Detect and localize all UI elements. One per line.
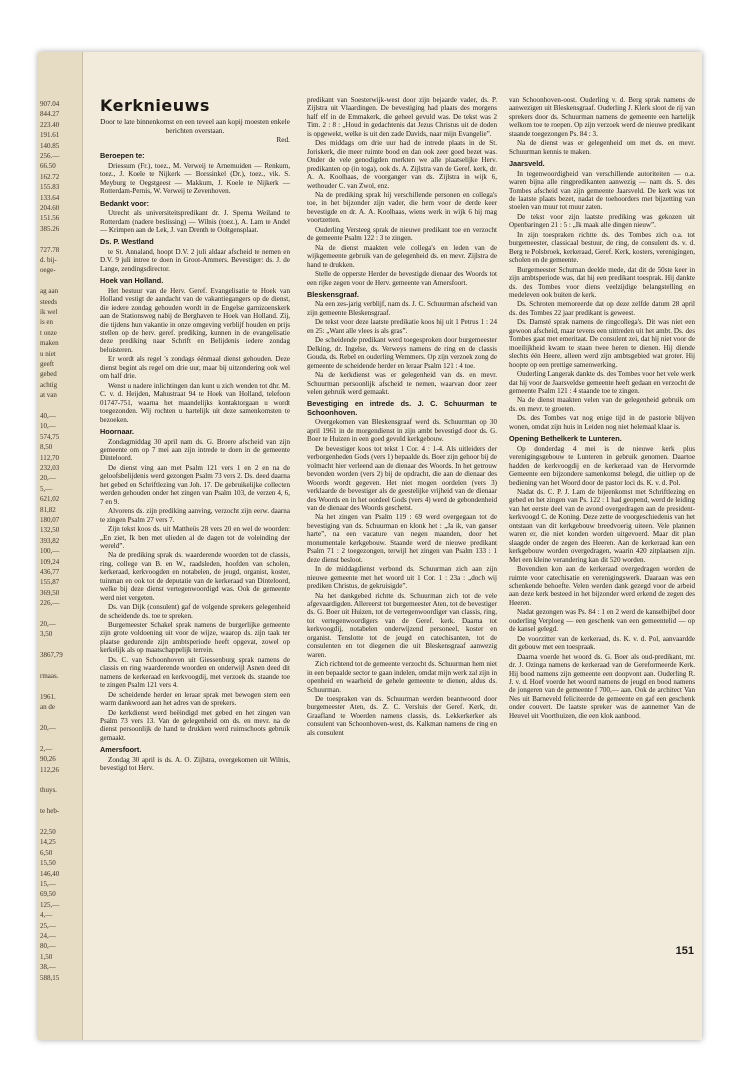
margin-text: d. bij- — [40, 256, 57, 264]
article-paragraph: De toespraken van ds. Schuurman werden beantwoord door burgemeester Aten, ds. Z. C. Versluis der Geref. Kerk, dr. Graafland te Woerden namens classis, ds. Lekkerkerker als consulent van Schoonhoven-west, ds. Kalkman namens de ring en als consulent — [307, 694, 497, 737]
margin-text: 155.83 — [40, 183, 60, 192]
margin-text: 15,50 — [40, 859, 56, 868]
article-paragraph: De tekst voor zijn laatste prediking was gekozen uit Openbaringen 21 : 5 : „Ik maak alle dingen nieuw”. — [509, 212, 695, 230]
margin-text: 8,50 — [40, 443, 53, 452]
margin-text: 232,03 — [40, 464, 60, 472]
editorial-note-text: Door te late binnenkomst en een teveel aan kopij moesten enkele berichten overstaan. — [100, 117, 290, 136]
article-heading: Bevestiging en intrede ds. J. C. Schuurman te Schoonhoven. — [307, 399, 497, 417]
article-paragraph: Na de prediking sprak ds. waarderende woorden tot de classis, ring, college van B. en W., raadsleden, hoofden van scholen, kerkeraad, kerkvoogden en notabelen, de jeugd, organist, koster, tuinman en ook tot de deputatie van de kerkeraad van Dinteloord, welke bij deze dienst vertegenwoordigd was. Ook de gemeente werd niet vergeten. — [100, 551, 290, 602]
editorial-signature: Red. — [276, 134, 290, 144]
margin-text: achtig — [40, 380, 58, 389]
margin-text: 191.61 — [40, 131, 60, 140]
margin-text: 1,50 — [40, 952, 53, 961]
margin-text: 907.04 — [40, 100, 60, 108]
article-paragraph: De voorzitter van de kerkeraad, ds. K. v. d. Pol, aanvaardde dit gebouw met een toespraak. — [509, 634, 695, 652]
margin-text: 151.56 — [40, 214, 60, 223]
article-heading: Bleskensgraaf. — [307, 289, 359, 299]
margin-text: 4,— — [40, 911, 53, 920]
article-paragraph: Alvorens ds. zijn prediking aanving, verzocht zijn eerw. daarna te zingen Psalm 27 vers 7. — [100, 507, 290, 524]
article-heading: Opening Bethelkerk te Lunteren. — [509, 434, 622, 444]
margin-text: oege- — [40, 266, 56, 275]
margin-text: gebed — [40, 370, 57, 379]
article-paragraph: Na de kerkdienst was er gelegenheid van ds. en mevr. Schuurman persoonlijk afscheid te nemen, waarvan door zeer velen gebruik werd gemaakt. — [307, 371, 497, 396]
margin-text: 38,— — [40, 963, 56, 972]
article-paragraph: predikant van Soesterwijk-west door zijn bejaarde vader, ds. P. Zijlstra uit Vlaardingen. De bevestiging had plaats des morgens half elf in de Emmakerk, die geheel gevuld was. De tekst was 2 Tim. 2 : 8 : „Houd in gedachtenis dat Jezus Christus uit de doden is opgewekt, welke is uit den zade Davids, naar mijn Evangelie”. — [307, 96, 497, 138]
margin-text: 226,— — [40, 599, 60, 608]
article-paragraph: Ouderling Langerak dankte ds. des Tombes voor het vele werk dat hij voor de Jaarsveldse gemeente heeft gedaan en verzocht de gemeente Psalm 121 : 4 staande toe te zingen. — [509, 370, 695, 395]
column-3 — [509, 96, 695, 996]
margin-text: maken — [40, 339, 59, 348]
margin-text: 574,75 — [40, 432, 60, 441]
margin-text: 844.27 — [40, 110, 60, 119]
margin-text: rmaas. — [40, 672, 59, 680]
article-paragraph: Zich richtend tot de gemeente verzocht ds. Schuurman hem niet in een bepaalde sector te gaan indelen, omdat mijn werk zal zijn in openheid en waarheid de gehele gemeente te dienen, aldus ds. Schuurman. — [307, 660, 497, 694]
article-paragraph: Ds. des Tombes vat nog enige tijd in de pastorie blijven wonen, omdat zijn huis in Leiden nog niet helemaal klaar is. — [509, 414, 695, 431]
margin-text: 256.— — [40, 152, 60, 160]
article-paragraph: Daarna voerde het woord ds. G. Boer als oud-predikant, mr. dr. J. Ozinga namens de kerkeraad van de Gereformeerde Kerk. Hij bood namens zijn gemeente een doopvont aan. Ouderling R. J. v. d. Hoef voerde het woord namens de jeugd en bood namens de jongeren van de gemeente f 700,— aan. Ook de architect Van Nes uit Barneveld feliciteerde de gemeente en gaf een geschenk onder couvert. De laatste spreker was de aannemer Van de Heuvel uit Voorthuizen, die een klok aanbood. — [509, 652, 695, 720]
margin-text: 15,— — [40, 880, 56, 888]
magazine-page — [38, 52, 702, 1040]
article-paragraph: Burgemeester Schuman deelde mede, dat dit de 50ste keer in zijn ambtsperiode was, dat hij een predikant toesprak. Hij dankte ds. des Tombes voor diens veelzijdige belangstelling en medeleven ook buiten de kerk. — [509, 265, 695, 300]
margin-text: 125,— — [40, 900, 60, 909]
article-paragraph: Na de dienst was er gelegenheid om met ds. en mevr. Schuurman kennis te maken. — [509, 139, 695, 156]
article-paragraph: van Schoonhoven-oost. Ouderling v. d. Berg sprak namens de aanwezigen uit Bleskensgraaf. Ouderling J. Klerk sloot de rij van sprekers door ds. Schuurman namens de gemeente een hartelijk welkom toe te roepen. Op zijn verzoek werd de nieuwe predikant staande toegezongen Ps. 84 : 3. — [509, 96, 695, 138]
article-paragraph: Zijn tekst koos ds. uit Mattheüs 28 vers 20 en wel de woorden: „En ziet, Ik ben met ulieden al de dagen tot de voleinding der wereld”. — [100, 525, 290, 550]
article-paragraph: Ds. Schroten memoreerde dat op deze zelfde datum 28 april ds. des Tombes 22 jaar predikant is geweest. — [509, 300, 695, 317]
article-heading: Jaarsveld. — [509, 159, 545, 169]
margin-text: 155,87 — [40, 578, 60, 587]
article-paragraph: Nadat gezongen was Ps. 84 : 1 en 2 werd de kanselbijbel door ouderling Verploeg — een geschenk van een gemeentelid — op de kansel gelegd. — [509, 608, 695, 634]
margin-text: 6,50 — [40, 848, 53, 857]
margin-text: 2,— — [40, 744, 53, 753]
margin-text: 162.72 — [40, 172, 60, 181]
previous-page-margin — [38, 52, 83, 1040]
article-paragraph: De bevestiger koos tot tekst 1 Cor. 4 : 1-4. Als uitleiders der verborgenheden Gods (vers 1) bepaalde ds. Boer zijn gehoor bij de volmacht hier verleend aan de dienaar des Woords. In het getrouw bevonden worden (vers 2) bij de opdracht, die aan de dienaar des Woords wordt gegeven. Het niet mogen oordelen (vers 3) verklaarde de bevestiger als de geestelijke vrijheid van de dienaar des Woords en in het oordeel Gods (vers 4) werd de gebondenheid van de dienaar des Woords geschetst. — [307, 444, 497, 512]
article-heading: Ds. P. Westland — [100, 237, 154, 247]
margin-text: 436,77 — [40, 568, 60, 576]
article-heading: Hoek van Holland. — [100, 276, 164, 286]
margin-text: 180,07 — [40, 516, 60, 524]
article-paragraph: De kerkdienst werd beëindigd met gebed en het zingen van Psalm 73 vers 13. Van de gelegenheid om ds. en mevr. na de dienst persoonlijk de hand te drukken werd ruimschoots gebruik gemaakt. — [100, 708, 290, 742]
margin-text: 112,26 — [40, 765, 59, 774]
article-paragraph: Wenst u nadere inlichtingen dan kunt u zich wenden tot dhr. M. C. v. d. Heijden, Mahustraat 94 te Hoek van Holland, telefoon 01747-751, waarna het maandelijks kontaktorgaan u wordt toegezonden. Wij rochten u hartelijk uit deze samenkomsten te bezoeken. — [100, 381, 290, 424]
margin-text: at van — [40, 391, 57, 400]
article-paragraph: Burgemeester Schakel sprak namens de burgerlijke gemeente zijn grote voldoening uit voor de wijze, waarop ds. zijn taak ter plaatse gedurende zijn ambtsperiode heeft opgevat, zowel op kerkelijk als op maatschappelijk terrein. — [100, 621, 290, 655]
article-heading: Amersfoort. — [100, 745, 142, 755]
margin-text: 385.26 — [40, 224, 60, 233]
article-paragraph: Na het zingen van Psalm 119 : 69 werd overgegaan tot de bevestiging van ds. Schuurman en klonk het : „Ja ik, van ganser harte”, na een vacature van negen maanden, door het monumentale kerkgebouw. Staande werd de nieuwe predikant Psalm 71 : 2 toegezongen, terwijl het zingen van Psalm 133 : 1 deze dienst besloot. — [307, 513, 497, 564]
margin-text: 3867,79 — [40, 651, 63, 660]
article-paragraph: Ds. C. van Schoonhoven uit Giessenburg sprak namens de classis en ring waarderende woorden en onderwijl Asnen deed dit namens de kerkeraad en kerkvoogdij, met verzoek ds. staande toe te zingen Psalm 121 vers 4. — [100, 655, 290, 690]
column-1 — [100, 96, 290, 996]
margin-text: 132,50 — [40, 526, 60, 535]
margin-text: 588,15 — [40, 973, 60, 982]
margin-text: 81,82 — [40, 505, 56, 514]
article-paragraph: In tegenwoordigheid van verschillende autoriteiten — o.a. waren bijna alle ringpredikanten aanwezig — nam ds. S. des Tombes afscheid van zijn gemeente Jaarsveld. De kerk was tot de laatste plaats bezet, nadat de toehoorders met bijzetting van stoelen van muur tot muur zaten. — [509, 169, 695, 212]
margin-text: 14,25 — [40, 838, 56, 847]
margin-text: u niet — [40, 349, 56, 358]
margin-text: 621,02 — [40, 495, 60, 504]
article-heading: Hoornaar. — [100, 427, 135, 437]
margin-text: 112,70 — [40, 453, 59, 462]
article-paragraph: Zondagmiddag 30 april nam ds. G. Broere afscheid van zijn gemeente om op 7 mei aan zijn intrede te doen in de gemeente Dinteloord. — [100, 437, 290, 463]
article-heading: Beroepen te: — [100, 151, 145, 161]
article-paragraph: Stelle de opperste Herder de bevestigde dienaar des Woords tot een rijke zegen voor de Herv. gemeente van Amersfoort. — [307, 270, 497, 287]
margin-text: t onze — [40, 328, 57, 337]
margin-text: geeft — [40, 360, 54, 368]
article-paragraph: Na de dienst maakten vele collega's en leden van de wijkgemeente gebruik van de gelegenheid ds. en mevr. Zijlstra de hand te drukken. — [307, 243, 497, 269]
margin-text: ag aan — [40, 287, 59, 296]
margin-text: 3,50 — [40, 630, 53, 639]
margin-text: 10,— — [40, 422, 56, 431]
margin-text: an de — [40, 703, 55, 712]
article-paragraph: Overgekomen van Bleskensgraaf werd ds. Schuurman op 30 april 1961 in de morgendienst in zijn ambt bevestigd door ds. G. Boer te Huizen in een goed gevuld kerkgebouw. — [307, 418, 497, 444]
margin-text: 22,50 — [40, 828, 56, 836]
margin-text: 20,— — [40, 474, 56, 483]
margin-text: 40,— — [40, 412, 56, 420]
article-paragraph: Utrecht als universiteitspredikant dr. J. Sperna Weiland te Rotterdam (nadere beslissing) — Wilnis (toez.), A. Lam te Andel — Krimpen aan de Lek, J. van Drenth te Ooltgensplaat. — [100, 209, 290, 234]
margin-text: 140.85 — [40, 141, 60, 150]
margin-text: 66.50 — [40, 162, 56, 171]
article-paragraph: Op donderdag 4 mei is de nieuwe kerk plus verenigingsgebouw te Lunteren in gebruik genomen. Daartoe hadden de kerkvoogdij en de kerkeraad van de Hervormde Gemeente een bijzondere samenkomst belegd, die uitliep op de bediening van het Woord door de pastor loci ds. K. v. d. Pol. — [509, 444, 695, 487]
margin-text: 69,50 — [40, 890, 56, 899]
margin-text: 109,24 — [40, 557, 60, 566]
article-paragraph: Nadat ds. C. P. J. Lam de bijeenkomst met Schriftlezing en gebed en het zingen van Ps. 122 : 1 had geopend, werd de leiding van het eerste deel van de avond overgedragen aan de president-kerkvoogd C. de Koning. Deze zette de voorgeschiedenis van het ontstaan van dit kerkgebouw breedvoerig uiteen. Vele plannen waren er, die niet konden worden uitgevoerd. Maar dit plan slaagde onder de zegen des Heeren. Aan de kerkeraad kan een kerkgebouw worden overgedragen, waarin 420 zitplaatsen zijn. Met een kleine verandering kan dit 520 worden. — [509, 488, 695, 564]
article-paragraph: De scheidende herder en leraar sprak met bewogen stem een warm dankwoord aan het adres van de sprekers. — [100, 690, 290, 708]
margin-text: 133.64 — [40, 193, 60, 202]
article-paragraph: Na een zes-jarig verblijf, nam ds. J. C. Schuurman afscheid van zijn gemeente Bleskensgraaf. — [307, 300, 497, 317]
page-number: 151 — [675, 945, 694, 957]
article-paragraph: Driessum (Fr.), toez., M. Verweij te Arnemuiden — Renkum, toez., J. Koele te Nijkerk — Borssinkel (Dr.), toez., vik. S. Meyburg te Oegstgeest — Makkum, J. Koele te Nijkerk — Rotterdam-Pernis, W. Verweij te Zevenhoven. — [100, 161, 290, 196]
margin-text: thuys. — [40, 786, 57, 795]
article-paragraph: Na de dienst maakten velen van de gelegenheid gebruik om ds. en mevr. te groeten. — [509, 396, 695, 413]
page-title: Kerknieuws — [100, 96, 210, 115]
article-paragraph: te St. Annaland, hoopt D.V. 2 juli aldaar afscheid te nemen en D.V. 9 juli intree te doen in Groot-Ammers. Bevestiger: ds. J. de Lange, zendingsdirector. — [100, 247, 290, 273]
article-paragraph: Na het dankgebed richtte ds. Schuurman zich tot de vele afgevaardigden. Allereerst tot burgemeester Aten, tot de bevestiger ds. G. Boer uit Huizen, tot de vertegenwoordiger van classis, ring, tot vertegenwoordigers van de Geref. kerk. Daarna tot kerkvoogdij, notabelen onderwijzend personeel, koster en organist. Tenslotte tot de jeugd en catechisanten, tot de consulenten en tot diegenen die uit Bleskensgraaf aanwezig waren. — [307, 591, 497, 659]
article-paragraph: Des middags om drie uur had de intrede plaats in de St. Joriskerk, die meer ruimte bood en dan ook zeer goed bezet was. Onder de vele genodigden merkten we alle plaatselijke Herv. predikanten op (in toga), ook ds. A. Zijlstra van de Geref. kerk, dr. A. A. Koolhaas, de voorganger van ds. Zijlstra in wijk 6, wethouder C. van Zwol, enz. — [307, 139, 497, 190]
margin-text: 223.40 — [40, 120, 60, 129]
margin-text: is en — [40, 318, 54, 327]
margin-text: 727.78 — [40, 245, 60, 254]
column-1-body — [100, 152, 290, 773]
margin-text: 25,— — [40, 921, 56, 930]
article-paragraph: In zijn toespraken richtte ds. des Tombes zich o.a. tot burgemeester, classicaal bestuur, de ring, de consulent ds. v. d. Berg te Polsbroek, kerkeraad, Geref. Kerk, kosters, verenigingen, scholen en de gemeente. — [509, 230, 695, 265]
column-3-body — [509, 96, 695, 720]
margin-text: 20,— — [40, 620, 56, 628]
margin-text: 20,— — [40, 724, 56, 732]
article-paragraph: De tekst voor deze laatste predikatie koos hij uit 1 Petrus 1 : 24 en 25: „Want alle vlees is als gras”. — [307, 318, 497, 335]
margin-text: 204.60 — [40, 204, 60, 212]
margin-text: te heb- — [40, 807, 60, 816]
margin-text: 100,— — [40, 547, 60, 556]
article-paragraph: De dienst ving aan met Psalm 121 vers 1 en 2 en na de geloofsbelijdenis werd gezongen Psalm 73 vers 2. Ds. deed daarna het gebed en Schriftlezing van Joh. 17. De gebruikelijke collecten werden gehouden onder het zingen van Psalm 103, de verzen 4, 6, 7 en 9. — [100, 463, 290, 506]
article-paragraph: Het bestuur van de Herv. Geref. Evangelisatie te Hoek van Holland vestigt de aandacht van de vakantiegangers op de dienst, die iedere zondag gehouden wordt in de Engelse garnizoenskerk aan de Stationsweg nabij de Berghaven te Hoek van Holland. Zij, die tijdens hun vakantie in onze omgeving verblijf houden en prijs stellen op de herv. geref. prediking, kunnen in de evangelisatie deze prediking naar Schrift en Belijdenis iedere zondag beluisteren. — [100, 286, 290, 354]
editorial-note — [100, 118, 290, 144]
article-paragraph: In de middagdienst verbond ds. Schuurman zich aan zijn nieuwe gemeente met het woord uit 1 Cor. 1 : 23a : „doch wij prediken Christus, de gekruisigde”. — [307, 565, 497, 591]
article-paragraph: Na de prediking sprak hij verschillende personen en collega's toe, in het bijzonder zijn vader, die hem voor de derde keer bevestigde en dr. A. A. Koolhaas, wiens werk in wijk 6 hij mag voortzetten. — [307, 190, 497, 225]
article-paragraph: Zondag 30 april is ds. A. O. Zijlstra, overgekomen uit Wilnis, bevestigd tot Herv. — [100, 755, 290, 773]
column-2-body — [307, 96, 497, 737]
article-paragraph: Ds. Damsté sprak namens de ringcollega's. Dit was niet een gewoon afscheid, maar tevens een uittreden uit het ambt. Ds. des Tombes gaat met emeritaat. De consulent zei, dat hij niet voor de moeilijkheid kwam te staan twee heren te dienen. Hij diende slechts één Heere, alleen werd zijn ambtsgebied wat groter. Hij hoopte op een prettige samenwerking. — [509, 318, 695, 369]
article-paragraph: Ouderling Versteeg sprak de nieuwe predikant toe en verzocht de gemeente Psalm 122 : 3 te zingen. — [307, 225, 497, 243]
margin-text: 5,— — [40, 484, 53, 493]
margin-text: 1961. — [40, 692, 56, 701]
article-heading: Bedankt voor: — [100, 198, 150, 208]
margin-text: 90,26 — [40, 755, 56, 764]
margin-text: ik wel — [40, 308, 58, 316]
margin-text: 146,40 — [40, 869, 60, 878]
margin-text: steeds — [40, 297, 58, 306]
article-paragraph: Bovendien kon aan de kerkeraad overgedragen worden de ruimte voor catechisatie en verenigingswerk. Daaraan was een schenkende behoefte. Velen werden dank gezegd voor de arbeid aan deze kerk besteed in het bijzonder werd erkend de zegen des Heeren. — [509, 565, 695, 607]
article-paragraph: Ds. van Dijk (consulent) gaf de volgende sprekers gelegenheid de scheidende ds. toe te spreken. — [100, 603, 290, 620]
article-paragraph: De scheidende predikant werd toegesproken door burgemeester Delking, dr. Ingelse, ds. Verweys namens de ring en de classis Gouda, ds. Rebel en ouderling Wemmers. Op zijn verzoek zong de gemeente de scheidende herder en leraar Psalm 121 : 4 toe. — [307, 336, 497, 370]
margin-text: 393,82 — [40, 536, 60, 545]
margin-text: 80,— — [40, 942, 56, 951]
column-2 — [307, 96, 497, 996]
article-paragraph: Er wordt als regel 's zondags éénmaal dienst gehouden. Deze dienst begint als regel om drie uur, maar bij uitzondering ook wel om half drie. — [100, 355, 290, 381]
margin-text: 369,50 — [40, 588, 60, 597]
margin-text: 24,— — [40, 932, 56, 940]
